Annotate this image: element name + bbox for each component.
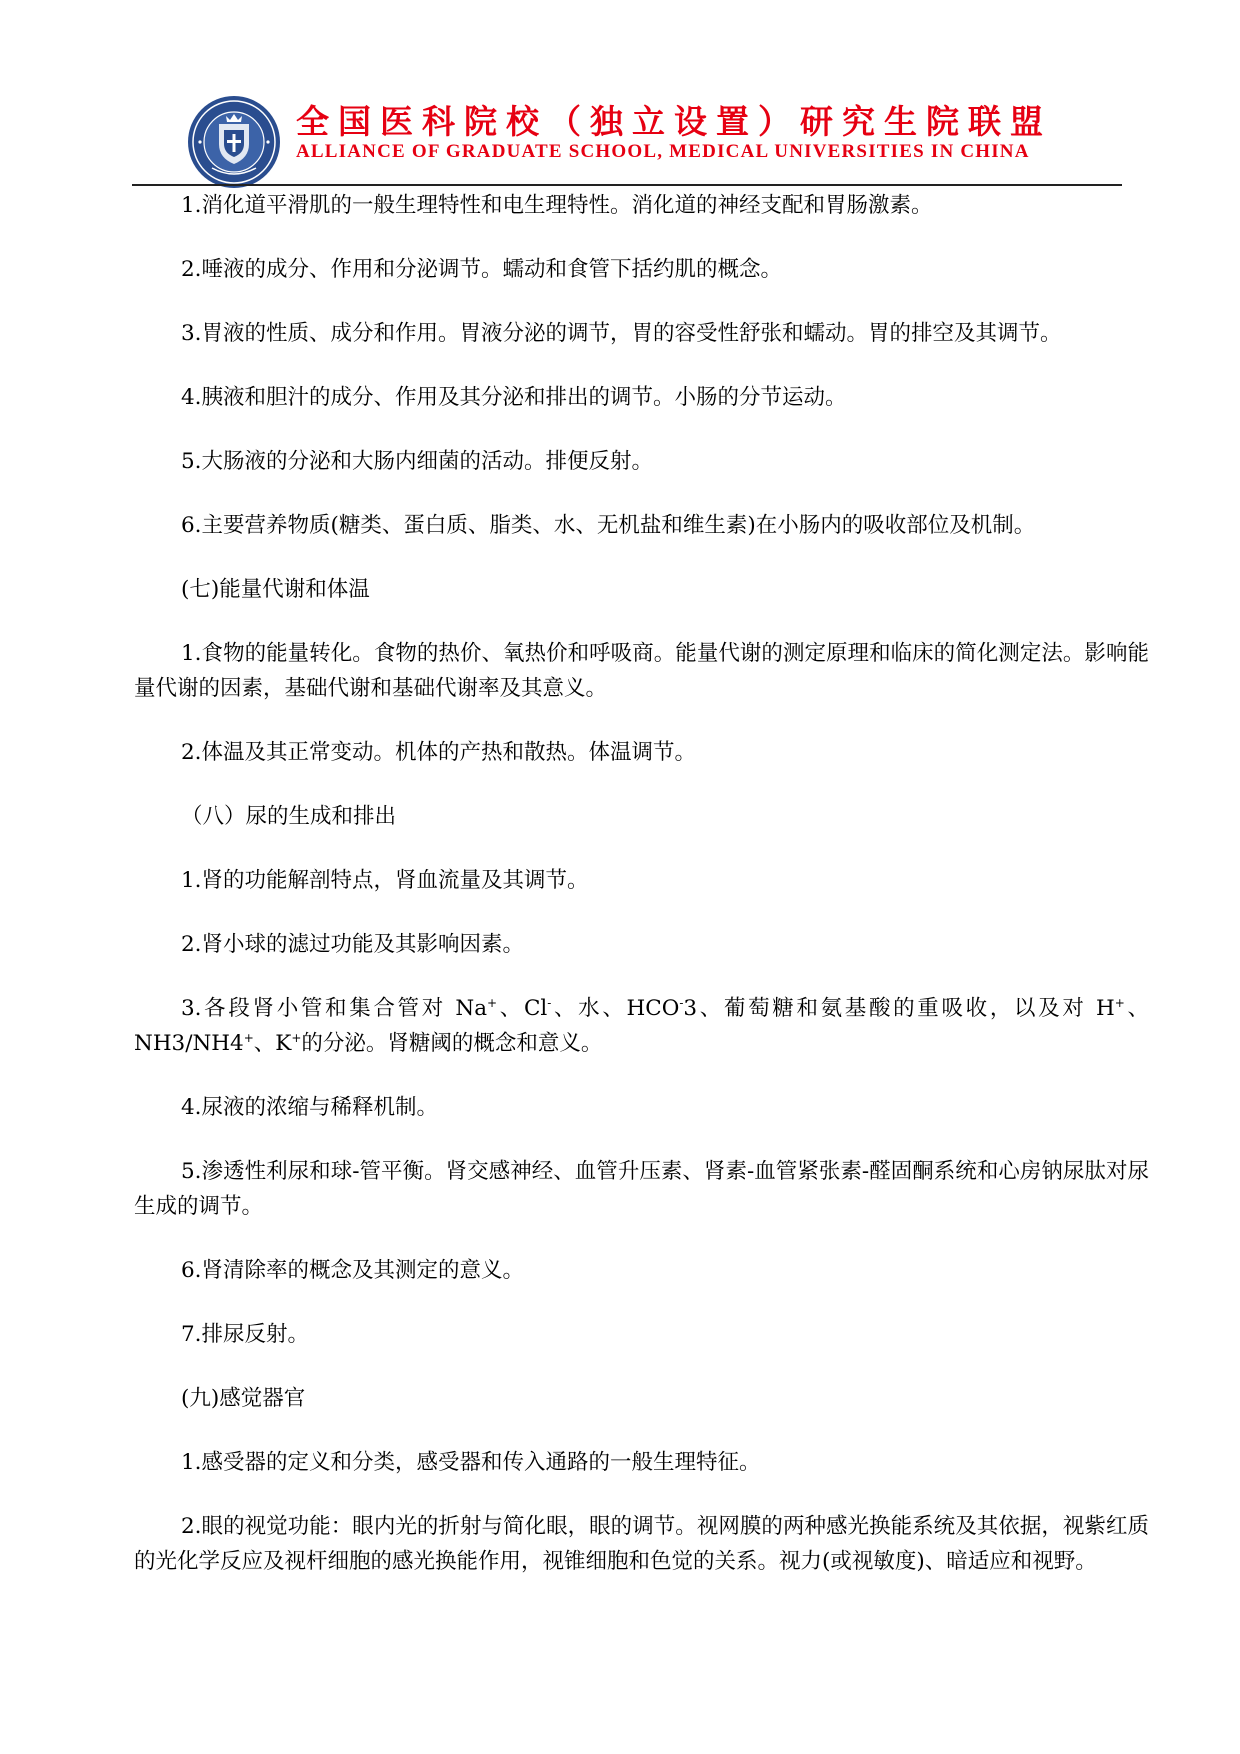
header-divider (132, 184, 1122, 186)
ion-superscript: + (1114, 996, 1125, 1010)
section-heading: (七)能量代谢和体温 (181, 577, 370, 602)
list-item: 3.胃液的性质、成分和作用。胃液分泌的调节，胃的容受性舒张和蠕动。胃的排空及其调节。 (181, 321, 1062, 346)
ion-superscript: + (243, 1031, 254, 1045)
document-body (134, 188, 1149, 1608)
ion-text: 3、葡萄糖和氨基酸的重吸收，以及对 H (683, 996, 1115, 1021)
ion-superscript: + (291, 1031, 302, 1045)
list-item: 5.渗透性利尿和球-管平衡。肾交感神经、血管升压素、肾素-血管紧张素-醛固酮系统和心房钠尿肽对尿生成的调节。 (134, 1159, 1149, 1219)
ion-superscript: - (679, 996, 684, 1010)
list-item: 1.感受器的定义和分类，感受器和传入通路的一般生理特征。 (181, 1450, 761, 1475)
alliance-seal-icon (186, 94, 282, 190)
ion-superscript: + (487, 996, 498, 1010)
ion-reabsorption-item (134, 991, 1149, 1061)
list-item: 2.肾小球的滤过功能及其影响因素。 (181, 932, 525, 957)
section-heading: （八）尿的生成和排出 (181, 804, 397, 829)
list-item: 1.消化道平滑肌的一般生理特性和电生理特性。消化道的神经支配和胃肠激素。 (181, 193, 933, 218)
list-item: 6.肾清除率的概念及其测定的意义。 (181, 1258, 525, 1283)
list-item: 6.主要营养物质(糖类、蛋白质、脂类、水、无机盐和维生素)在小肠内的吸收部位及机制。 (181, 513, 1036, 538)
list-item: 1.肾的功能解剖特点，肾血流量及其调节。 (181, 868, 589, 893)
ion-text: 的分泌。肾糖阈的概念和意义。 (301, 1031, 603, 1056)
ion-text: 、NH3/NH4 (134, 996, 1149, 1056)
list-item: 2.体温及其正常变动。机体的产热和散热。体温调节。 (181, 740, 697, 765)
ion-text: 3.各段肾小管和集合管对 Na (181, 996, 488, 1021)
ion-text: 、水、HCO (551, 996, 680, 1021)
header-title-en: ALLIANCE OF GRADUATE SCHOOL, MEDICAL UNIVERSITIES IN CHINA (296, 141, 1030, 162)
list-item: 5.大肠液的分泌和大肠内细菌的活动。排便反射。 (181, 449, 654, 474)
list-item: 7.排尿反射。 (181, 1322, 310, 1347)
section-heading: (九)感觉器官 (181, 1386, 306, 1411)
list-item: 1.食物的能量转化。食物的热价、氧热价和呼吸商。能量代谢的测定原理和临床的简化测定法。影响能量代谢的因素，基础代谢和基础代谢率及其意义。 (134, 641, 1149, 701)
ion-text: 、Cl (497, 996, 548, 1021)
header-title-cn: 全国医科院校（独立设置）研究生院联盟 (296, 102, 1052, 141)
list-item: 2.眼的视觉功能：眼内光的折射与简化眼，眼的调节。视网膜的两种感光换能系统及其依据，视紫红质的光化学反应及视杆细胞的感光换能作用，视锥细胞和色觉的关系。视力(或视敏度)、暗适应和视野。 (134, 1514, 1149, 1574)
ion-superscript: - (547, 996, 552, 1010)
page-header (0, 0, 1240, 190)
list-item: 4.尿液的浓缩与稀释机制。 (181, 1095, 439, 1120)
list-item: 4.胰液和胆汁的成分、作用及其分泌和排出的调节。小肠的分节运动。 (181, 385, 847, 410)
list-item: 2.唾液的成分、作用和分泌调节。蠕动和食管下括约肌的概念。 (181, 257, 783, 282)
ion-text: 、K (253, 1031, 292, 1056)
